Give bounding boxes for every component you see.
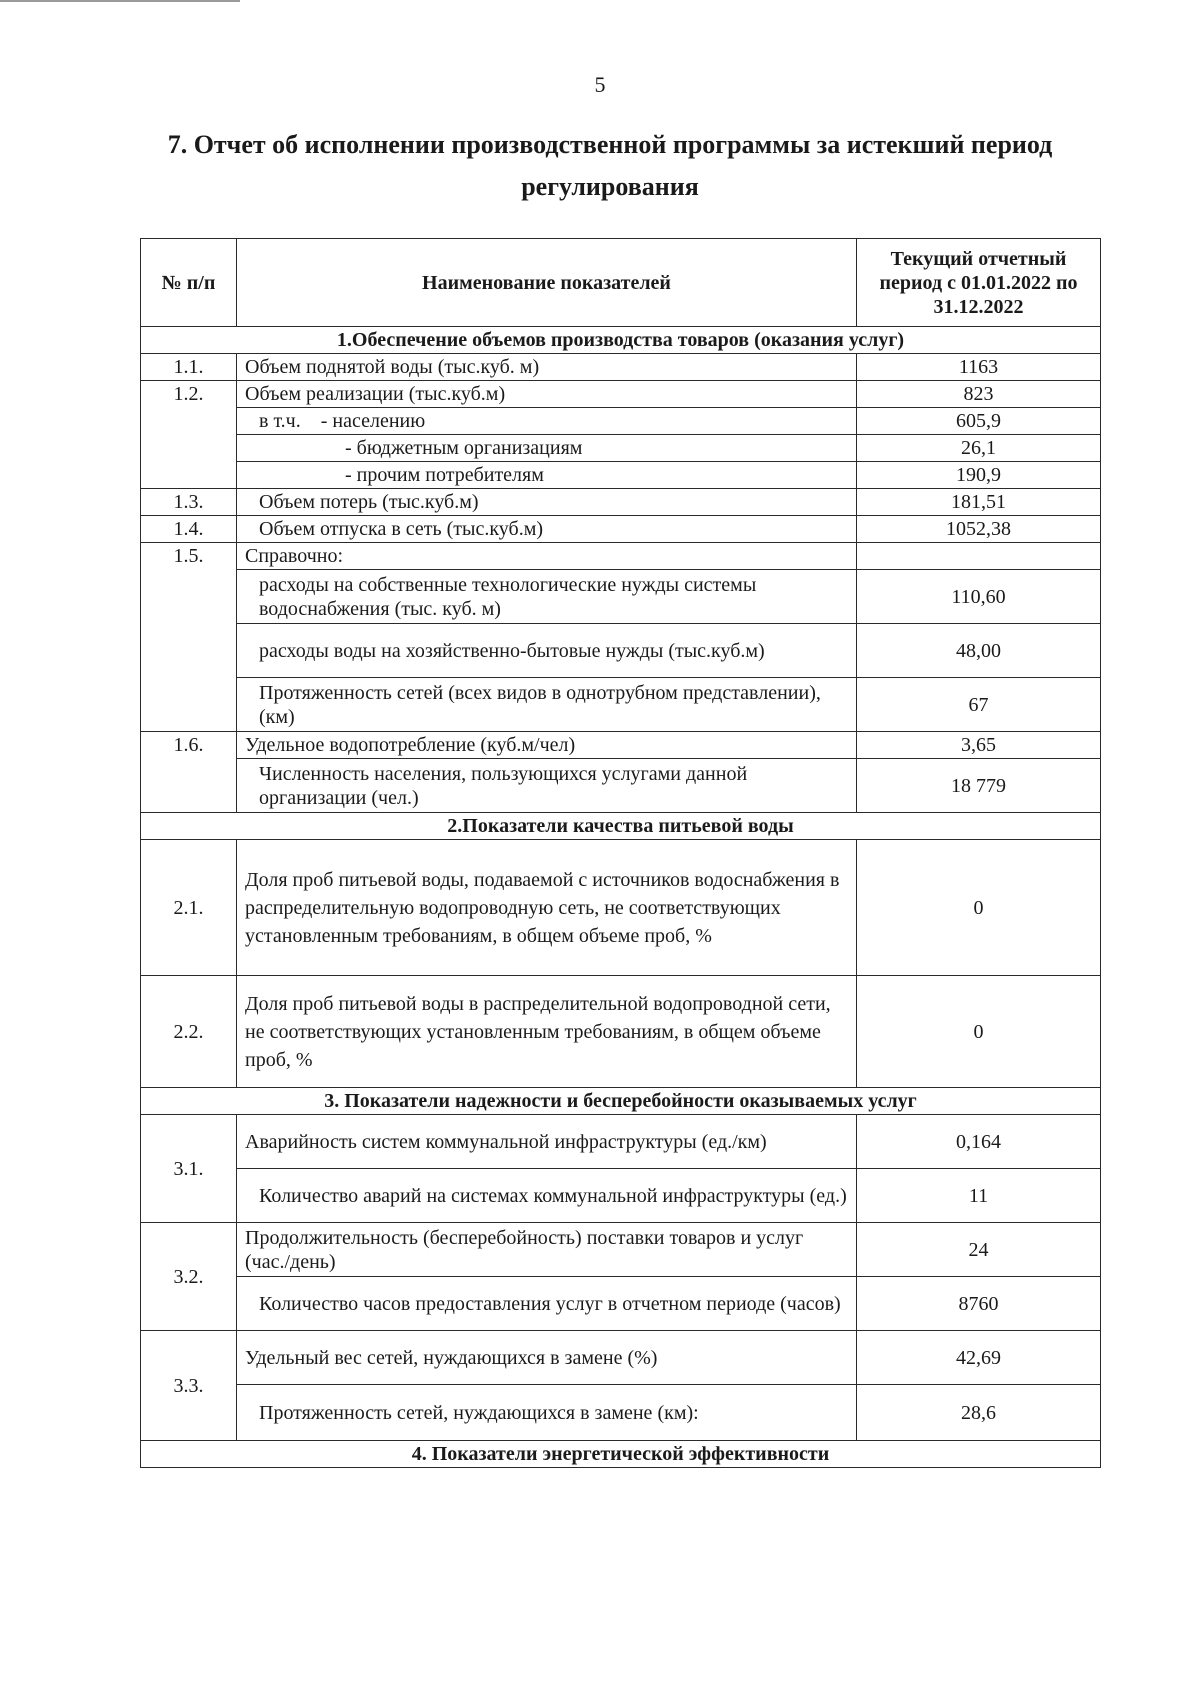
title-line-1: 7. Отчет об исполнении производственной программы за истекший период bbox=[167, 130, 1053, 159]
row-value: 181,51 bbox=[857, 489, 1101, 516]
row-value: 0 bbox=[857, 976, 1101, 1088]
row-value: 1052,38 bbox=[857, 516, 1101, 543]
row-value: 1163 bbox=[857, 354, 1101, 381]
row-value: 823 bbox=[857, 381, 1101, 408]
table-row bbox=[141, 489, 1101, 516]
report-table bbox=[140, 238, 1101, 1468]
row-num: 1.5. bbox=[141, 543, 237, 732]
row-num: 1.4. bbox=[141, 516, 237, 543]
row-value: 8760 bbox=[857, 1277, 1101, 1331]
row-value: 0,164 bbox=[857, 1115, 1101, 1169]
row-name: Протяженность сетей, нуждающихся в замене (км): bbox=[237, 1385, 857, 1441]
header-name: Наименование показателей bbox=[237, 239, 857, 327]
row-num: 1.1. bbox=[141, 354, 237, 381]
row-value: 67 bbox=[857, 678, 1101, 732]
table-row bbox=[141, 678, 1101, 732]
table-row bbox=[141, 381, 1101, 408]
row-name: расходы на собственные технологические нужды системы водоснабжения (тыс. куб. м) bbox=[237, 570, 857, 624]
row-name: Объем поднятой воды (тыс.куб. м) bbox=[237, 354, 857, 381]
table-row bbox=[141, 1331, 1101, 1385]
row-name: Объем потерь (тыс.куб.м) bbox=[237, 489, 857, 516]
row-value: 11 bbox=[857, 1169, 1101, 1223]
row-name: - прочим потребителям bbox=[237, 462, 857, 489]
row-name: Продолжительность (бесперебойность) поставки товаров и услуг (час./день) bbox=[237, 1223, 857, 1277]
row-value: 24 bbox=[857, 1223, 1101, 1277]
row-num: 1.3. bbox=[141, 489, 237, 516]
row-name: Количество аварий на системах коммунальной инфраструктуры (ед.) bbox=[237, 1169, 857, 1223]
table-row bbox=[141, 1223, 1101, 1277]
table-row bbox=[141, 462, 1101, 489]
row-name: - бюджетным организациям bbox=[237, 435, 857, 462]
table-row bbox=[141, 354, 1101, 381]
row-num: 3.1. bbox=[141, 1115, 237, 1223]
row-num: 3.2. bbox=[141, 1223, 237, 1331]
header-period: Текущий отчетный период с 01.01.2022 по 31.12.2022 bbox=[857, 239, 1101, 327]
row-name: Протяженность сетей (всех видов в однотрубном представлении), (км) bbox=[237, 678, 857, 732]
table-row bbox=[141, 543, 1101, 570]
section-title-2: 2.Показатели качества питьевой воды bbox=[141, 813, 1101, 840]
row-name: Доля проб питьевой воды в распределительной водопроводной сети, не соответствующих установленным требованиям, в общем объеме проб, % bbox=[237, 976, 857, 1088]
row-value: 0 bbox=[857, 840, 1101, 976]
table-row bbox=[141, 408, 1101, 435]
row-name: расходы воды на хозяйственно-бытовые нужды (тыс.куб.м) bbox=[237, 624, 857, 678]
row-name: Доля проб питьевой воды, подаваемой с источников водоснабжения в распределительную водопроводную сеть, не соответствующих установленным требованиям, в общем объеме проб, % bbox=[237, 840, 857, 976]
section-row-1 bbox=[141, 327, 1101, 354]
table-row bbox=[141, 1385, 1101, 1441]
row-num: 3.3. bbox=[141, 1331, 237, 1441]
row-value: 3,65 bbox=[857, 732, 1101, 759]
section-row-3 bbox=[141, 1088, 1101, 1115]
table-row bbox=[141, 1115, 1101, 1169]
row-name: Объем реализации (тыс.куб.м) bbox=[237, 381, 857, 408]
row-value: 18 779 bbox=[857, 759, 1101, 813]
row-value: 28,6 bbox=[857, 1385, 1101, 1441]
row-value bbox=[857, 543, 1101, 570]
row-value: 190,9 bbox=[857, 462, 1101, 489]
page-title bbox=[120, 124, 1100, 208]
table-row bbox=[141, 435, 1101, 462]
table-row bbox=[141, 1277, 1101, 1331]
row-name: Объем отпуска в сеть (тыс.куб.м) bbox=[237, 516, 857, 543]
table-row bbox=[141, 570, 1101, 624]
section-title-3: 3. Показатели надежности и бесперебойности оказываемых услуг bbox=[141, 1088, 1101, 1115]
row-name: в т.ч. - населению bbox=[237, 408, 857, 435]
row-name: Количество часов предоставления услуг в отчетном периоде (часов) bbox=[237, 1277, 857, 1331]
title-line-2: регулирования bbox=[521, 172, 699, 201]
row-value: 26,1 bbox=[857, 435, 1101, 462]
table-row bbox=[141, 1169, 1101, 1223]
table-row bbox=[141, 624, 1101, 678]
row-name: Численность населения, пользующихся услугами данной организации (чел.) bbox=[237, 759, 857, 813]
section-row-4 bbox=[141, 1441, 1101, 1468]
table-row bbox=[141, 976, 1101, 1088]
row-value: 48,00 bbox=[857, 624, 1101, 678]
table-header-row bbox=[141, 239, 1101, 327]
table-row bbox=[141, 516, 1101, 543]
row-value: 110,60 bbox=[857, 570, 1101, 624]
row-value: 605,9 bbox=[857, 408, 1101, 435]
row-name: Удельный вес сетей, нуждающихся в замене (%) bbox=[237, 1331, 857, 1385]
section-title-1: 1.Обеспечение объемов производства товаров (оказания услуг) bbox=[141, 327, 1101, 354]
row-name: Справочно: bbox=[237, 543, 857, 570]
row-num: 2.2. bbox=[141, 976, 237, 1088]
row-num: 2.1. bbox=[141, 840, 237, 976]
row-name: Удельное водопотребление (куб.м/чел) bbox=[237, 732, 857, 759]
header-num: № п/п bbox=[141, 239, 237, 327]
scan-edge-line bbox=[0, 0, 240, 2]
page-number: 5 bbox=[594, 72, 606, 97]
row-num: 1.2. bbox=[141, 381, 237, 489]
table-row bbox=[141, 732, 1101, 759]
section-row-2 bbox=[141, 813, 1101, 840]
section-title-4: 4. Показатели энергетической эффективности bbox=[141, 1441, 1101, 1468]
row-value: 42,69 bbox=[857, 1331, 1101, 1385]
row-name: Аварийность систем коммунальной инфраструктуры (ед./км) bbox=[237, 1115, 857, 1169]
table-row bbox=[141, 759, 1101, 813]
table-row bbox=[141, 840, 1101, 976]
row-num: 1.6. bbox=[141, 732, 237, 813]
